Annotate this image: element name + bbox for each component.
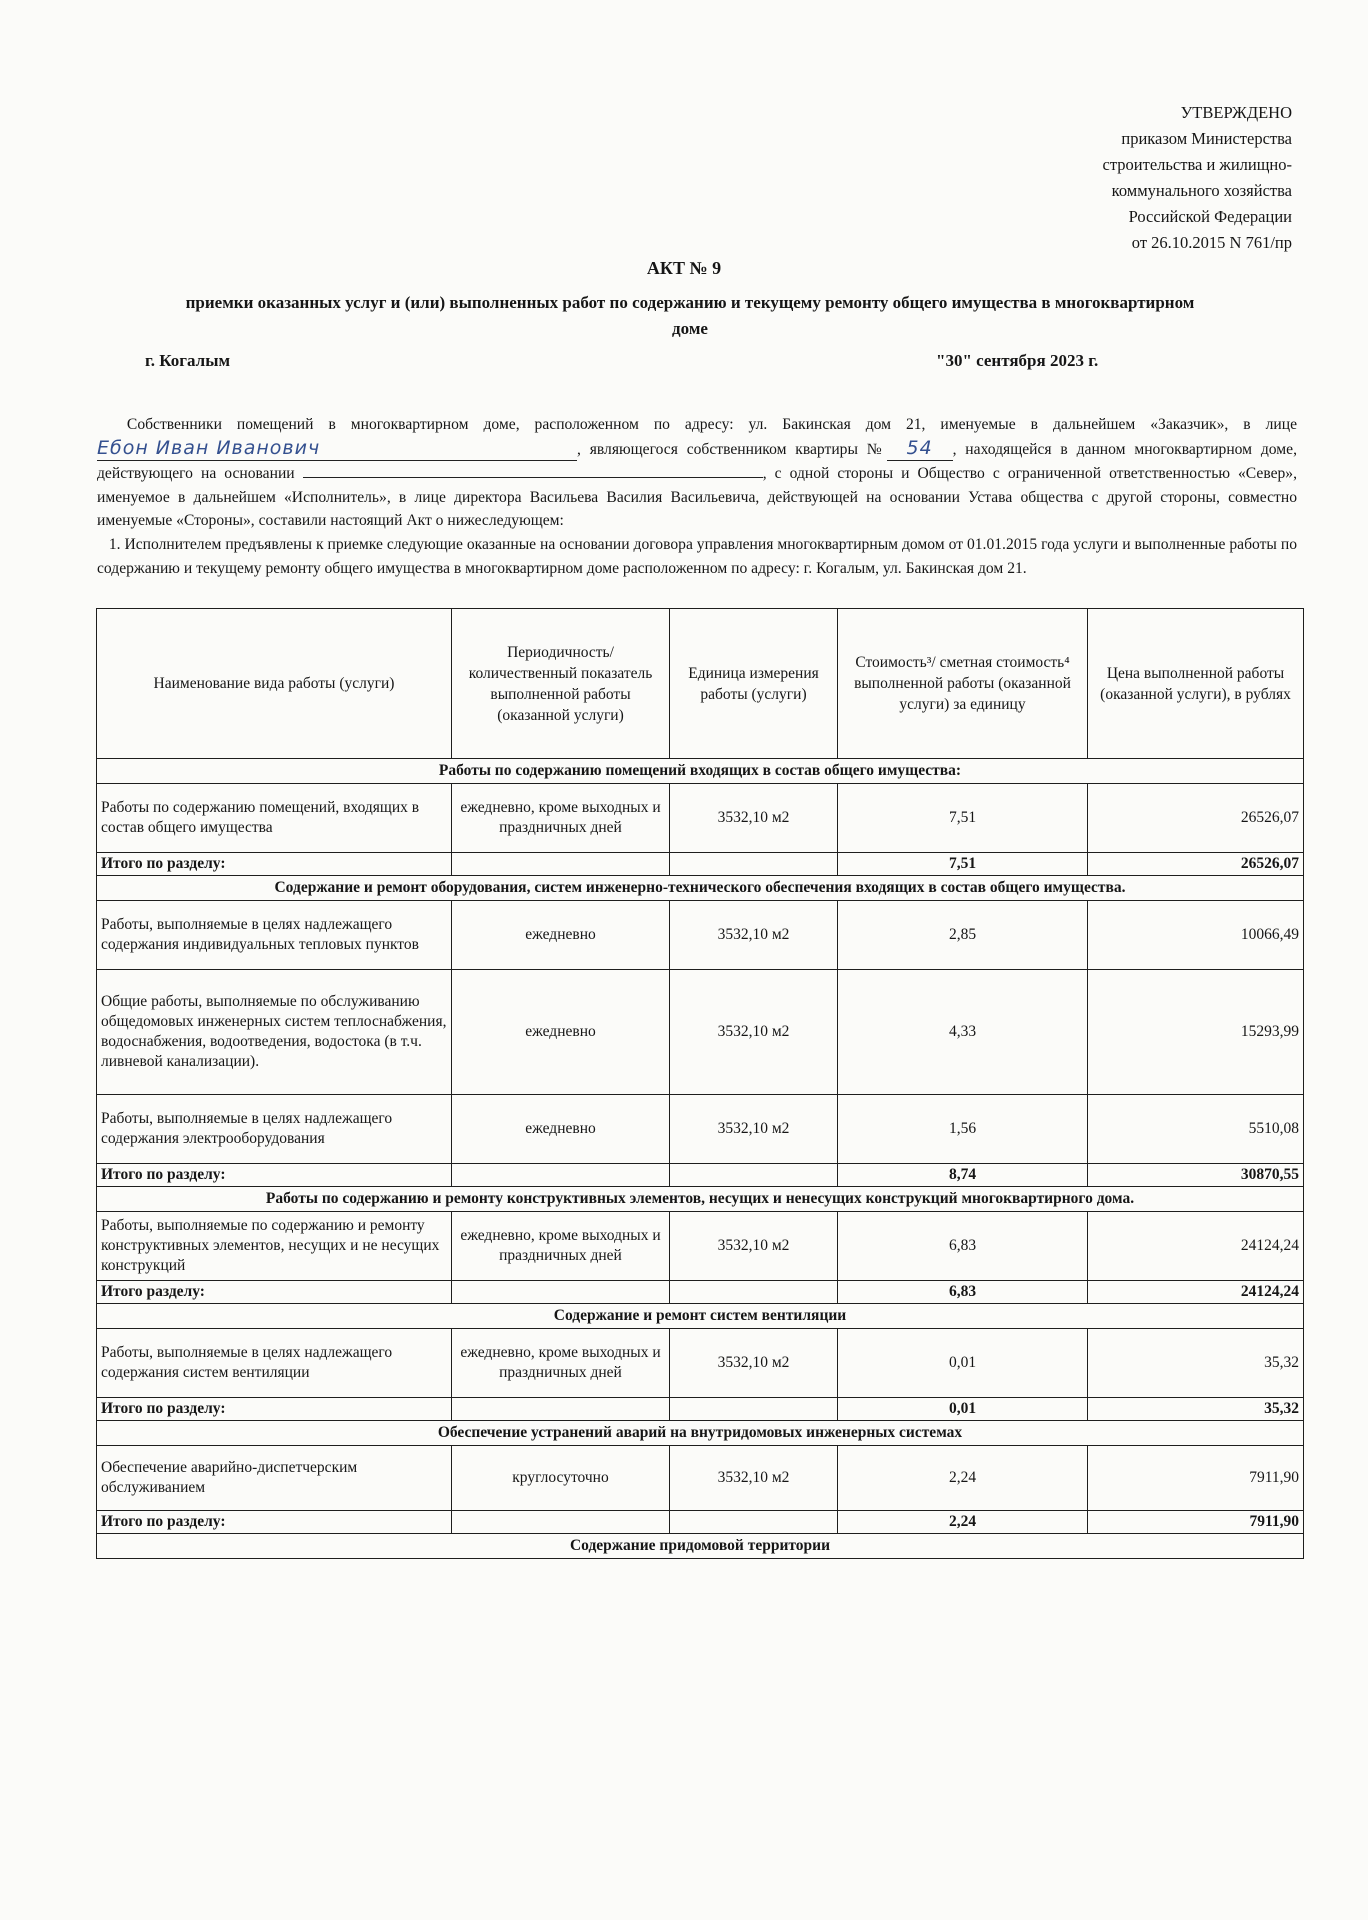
- table-row: [97, 784, 1304, 853]
- total-cost: 2,24: [838, 1511, 1088, 1534]
- approval-line: строительства и жилищно-: [1102, 155, 1292, 174]
- section-row: [97, 759, 1304, 784]
- cell-unit: 3532,10 м2: [670, 1212, 838, 1281]
- header-cost: Стоимость³/ сметная стоимость⁴ выполненной работы (оказанной услуги) за единицу: [838, 609, 1088, 759]
- total-row: [97, 1281, 1304, 1304]
- cell-name: Общие работы, выполняемые по обслуживанию общедомовых инженерных систем теплоснабжения, водоснабжения, водоотведения, водостока (в т.ч. ливневой канализации).: [97, 970, 452, 1095]
- cell-price: 24124,24: [1088, 1212, 1304, 1281]
- intro-paragraph-2: [97, 533, 1297, 580]
- total-label: Итого по разделу:: [97, 1398, 452, 1421]
- total-label: Итого по разделу:: [97, 853, 452, 876]
- total-row: [97, 1164, 1304, 1187]
- intro-owner: , являющегося собственником квартиры №: [577, 440, 887, 458]
- section-row: [97, 1187, 1304, 1212]
- cell-name: Работы, выполняемые по содержанию и ремонту конструктивных элементов, несущих и не несущих конструкций: [97, 1212, 452, 1281]
- intro-p2-text: 1. Исполнителем предъявлены к приемке следующие оказанные на основании договора управления многоквартирным домом от 01.01.2015 года услуги и выполненные работы по содержанию и текущему ремонту общего имущества в многоквартирном доме расположенном по адресу: г. Когалым, ул. Бакинская дом 21.: [97, 535, 1297, 577]
- header-price: Цена выполненной работы (оказанной услуги), в рублях: [1088, 609, 1304, 759]
- basis-blank-line: [303, 461, 763, 478]
- cell-cost: 1,56: [838, 1095, 1088, 1164]
- cell-name: Работы, выполняемые в целях надлежащего содержания индивидуальных тепловых пунктов: [97, 901, 452, 970]
- total-price: 35,32: [1088, 1398, 1304, 1421]
- cell-period: ежедневно, кроме выходных и праздничных дней: [452, 1329, 670, 1398]
- cell-unit: 3532,10 м2: [670, 784, 838, 853]
- approval-line: от 26.10.2015 N 761/пр: [1131, 233, 1292, 252]
- table-row: [97, 1212, 1304, 1281]
- approval-line: приказом Министерства: [1121, 129, 1292, 148]
- intro-rest: , с одной стороны и Общество с ограниченной ответственностью «Север», именуемое в дальнейшем «Исполнитель», в лице директора Васильева Василия Васильевича, действующей на основании Устава общества с другой стороны, совместно именуемые «Стороны», составили настоящий Акт о нижеследующем:: [97, 465, 1298, 530]
- table-row: [97, 901, 1304, 970]
- table-row: [97, 1329, 1304, 1398]
- total-price: 24124,24: [1088, 1281, 1304, 1304]
- section-row: [97, 1534, 1304, 1559]
- cell-price: 5510,08: [1088, 1095, 1304, 1164]
- total-price: 30870,55: [1088, 1164, 1304, 1187]
- handwritten-apartment-number: 54: [887, 437, 953, 462]
- cell-name: Работы по содержанию помещений, входящих в состав общего имущества: [97, 784, 452, 853]
- total-price: 26526,07: [1088, 853, 1304, 876]
- total-cost: 6,83: [838, 1281, 1088, 1304]
- intro-start: Собственники помещений в многоквартирном доме, расположенном по адресу: ул. Бакинская дом 21, именуемые в дальнейшем «Заказчик», в лице: [126, 416, 1297, 433]
- act-subtitle: приемки оказанных услуг и (или) выполненных работ по содержанию и текущему ремонту общего имущества в многоквартирном доме: [185, 293, 1195, 338]
- section-title: Содержание и ремонт систем вентиляции: [97, 1304, 1304, 1329]
- cell-cost: 4,33: [838, 970, 1088, 1095]
- section-title: Содержание придомовой территории: [97, 1534, 1304, 1559]
- total-label: Итого по разделу:: [97, 1511, 452, 1534]
- cell-price: 15293,99: [1088, 970, 1304, 1095]
- section-title: Работы по содержанию и ремонту конструктивных элементов, несущих и ненесущих конструкций многоквартирного дома.: [97, 1187, 1304, 1212]
- header-unit: Единица измерения работы (услуги): [670, 609, 838, 759]
- cell-name: Обеспечение аварийно-диспетчерским обслуживанием: [97, 1446, 452, 1511]
- cell-unit: 3532,10 м2: [670, 1446, 838, 1511]
- cell-name: Работы, выполняемые в целях надлежащего содержания систем вентиляции: [97, 1329, 452, 1398]
- intro-text: [97, 413, 1297, 580]
- total-cost: 0,01: [838, 1398, 1088, 1421]
- section-title: Работы по содержанию помещений входящих в состав общего имущества:: [97, 759, 1304, 784]
- intro-located: , находящейся в данном многоквартирном доме, действующего на основании: [97, 440, 1297, 483]
- cell-unit: 3532,10 м2: [670, 1095, 838, 1164]
- cell-period: ежедневно: [452, 901, 670, 970]
- approval-block: [1103, 100, 1292, 256]
- cell-period: ежедневно, кроме выходных и праздничных дней: [452, 784, 670, 853]
- approval-line: УТВЕРЖДЕНО: [1180, 103, 1292, 122]
- table-row: [97, 970, 1304, 1095]
- section-row: [97, 876, 1304, 901]
- cell-unit: 3532,10 м2: [670, 1329, 838, 1398]
- act-city: г. Когалым: [145, 351, 231, 370]
- cell-price: 26526,07: [1088, 784, 1304, 853]
- cell-unit: 3532,10 м2: [670, 970, 838, 1095]
- total-row: [97, 853, 1304, 876]
- total-cost: 7,51: [838, 853, 1088, 876]
- cell-period: ежедневно: [452, 970, 670, 1095]
- cell-cost: 0,01: [838, 1329, 1088, 1398]
- approval-line: Российской Федерации: [1128, 207, 1292, 226]
- section-row: [97, 1421, 1304, 1446]
- section-title: Содержание и ремонт оборудования, систем инженерно-технического обеспечения входящих в состав общего имущества.: [97, 876, 1304, 901]
- approval-line: коммунального хозяйства: [1111, 181, 1292, 200]
- cell-price: 35,32: [1088, 1329, 1304, 1398]
- cell-cost: 2,85: [838, 901, 1088, 970]
- cell-cost: 7,51: [838, 784, 1088, 853]
- cell-period: круглосуточно: [452, 1446, 670, 1511]
- total-row: [97, 1511, 1304, 1534]
- intro-paragraph-1: [97, 413, 1297, 533]
- handwritten-owner-name: Ебон Иван Иванович: [97, 437, 577, 462]
- total-label: Итого разделу:: [97, 1281, 452, 1304]
- cell-cost: 6,83: [838, 1212, 1088, 1281]
- cell-unit: 3532,10 м2: [670, 901, 838, 970]
- cell-name: Работы, выполняемые в целях надлежащего содержания электрооборудования: [97, 1095, 452, 1164]
- total-cost: 8,74: [838, 1164, 1088, 1187]
- section-row: [97, 1304, 1304, 1329]
- table-row: [97, 1095, 1304, 1164]
- works-table: [96, 608, 1304, 1559]
- act-date: "30" сентября 2023 г.: [936, 351, 1099, 370]
- total-label: Итого по разделу:: [97, 1164, 452, 1187]
- act-title: АКТ № 9: [646, 258, 722, 278]
- cell-price: 7911,90: [1088, 1446, 1304, 1511]
- table-row: [97, 1446, 1304, 1511]
- total-price: 7911,90: [1088, 1511, 1304, 1534]
- cell-period: ежедневно, кроме выходных и праздничных дней: [452, 1212, 670, 1281]
- header-periodicity: Периодичность/ количественный показатель выполненной работы (оказанной услуги): [452, 609, 670, 759]
- cell-price: 10066,49: [1088, 901, 1304, 970]
- section-title: Обеспечение устранений аварий на внутридомовых инженерных системах: [97, 1421, 1304, 1446]
- table-header-row: [97, 609, 1304, 759]
- cell-cost: 2,24: [838, 1446, 1088, 1511]
- cell-period: ежедневно: [452, 1095, 670, 1164]
- total-row: [97, 1398, 1304, 1421]
- header-name: Наименование вида работы (услуги): [97, 609, 452, 759]
